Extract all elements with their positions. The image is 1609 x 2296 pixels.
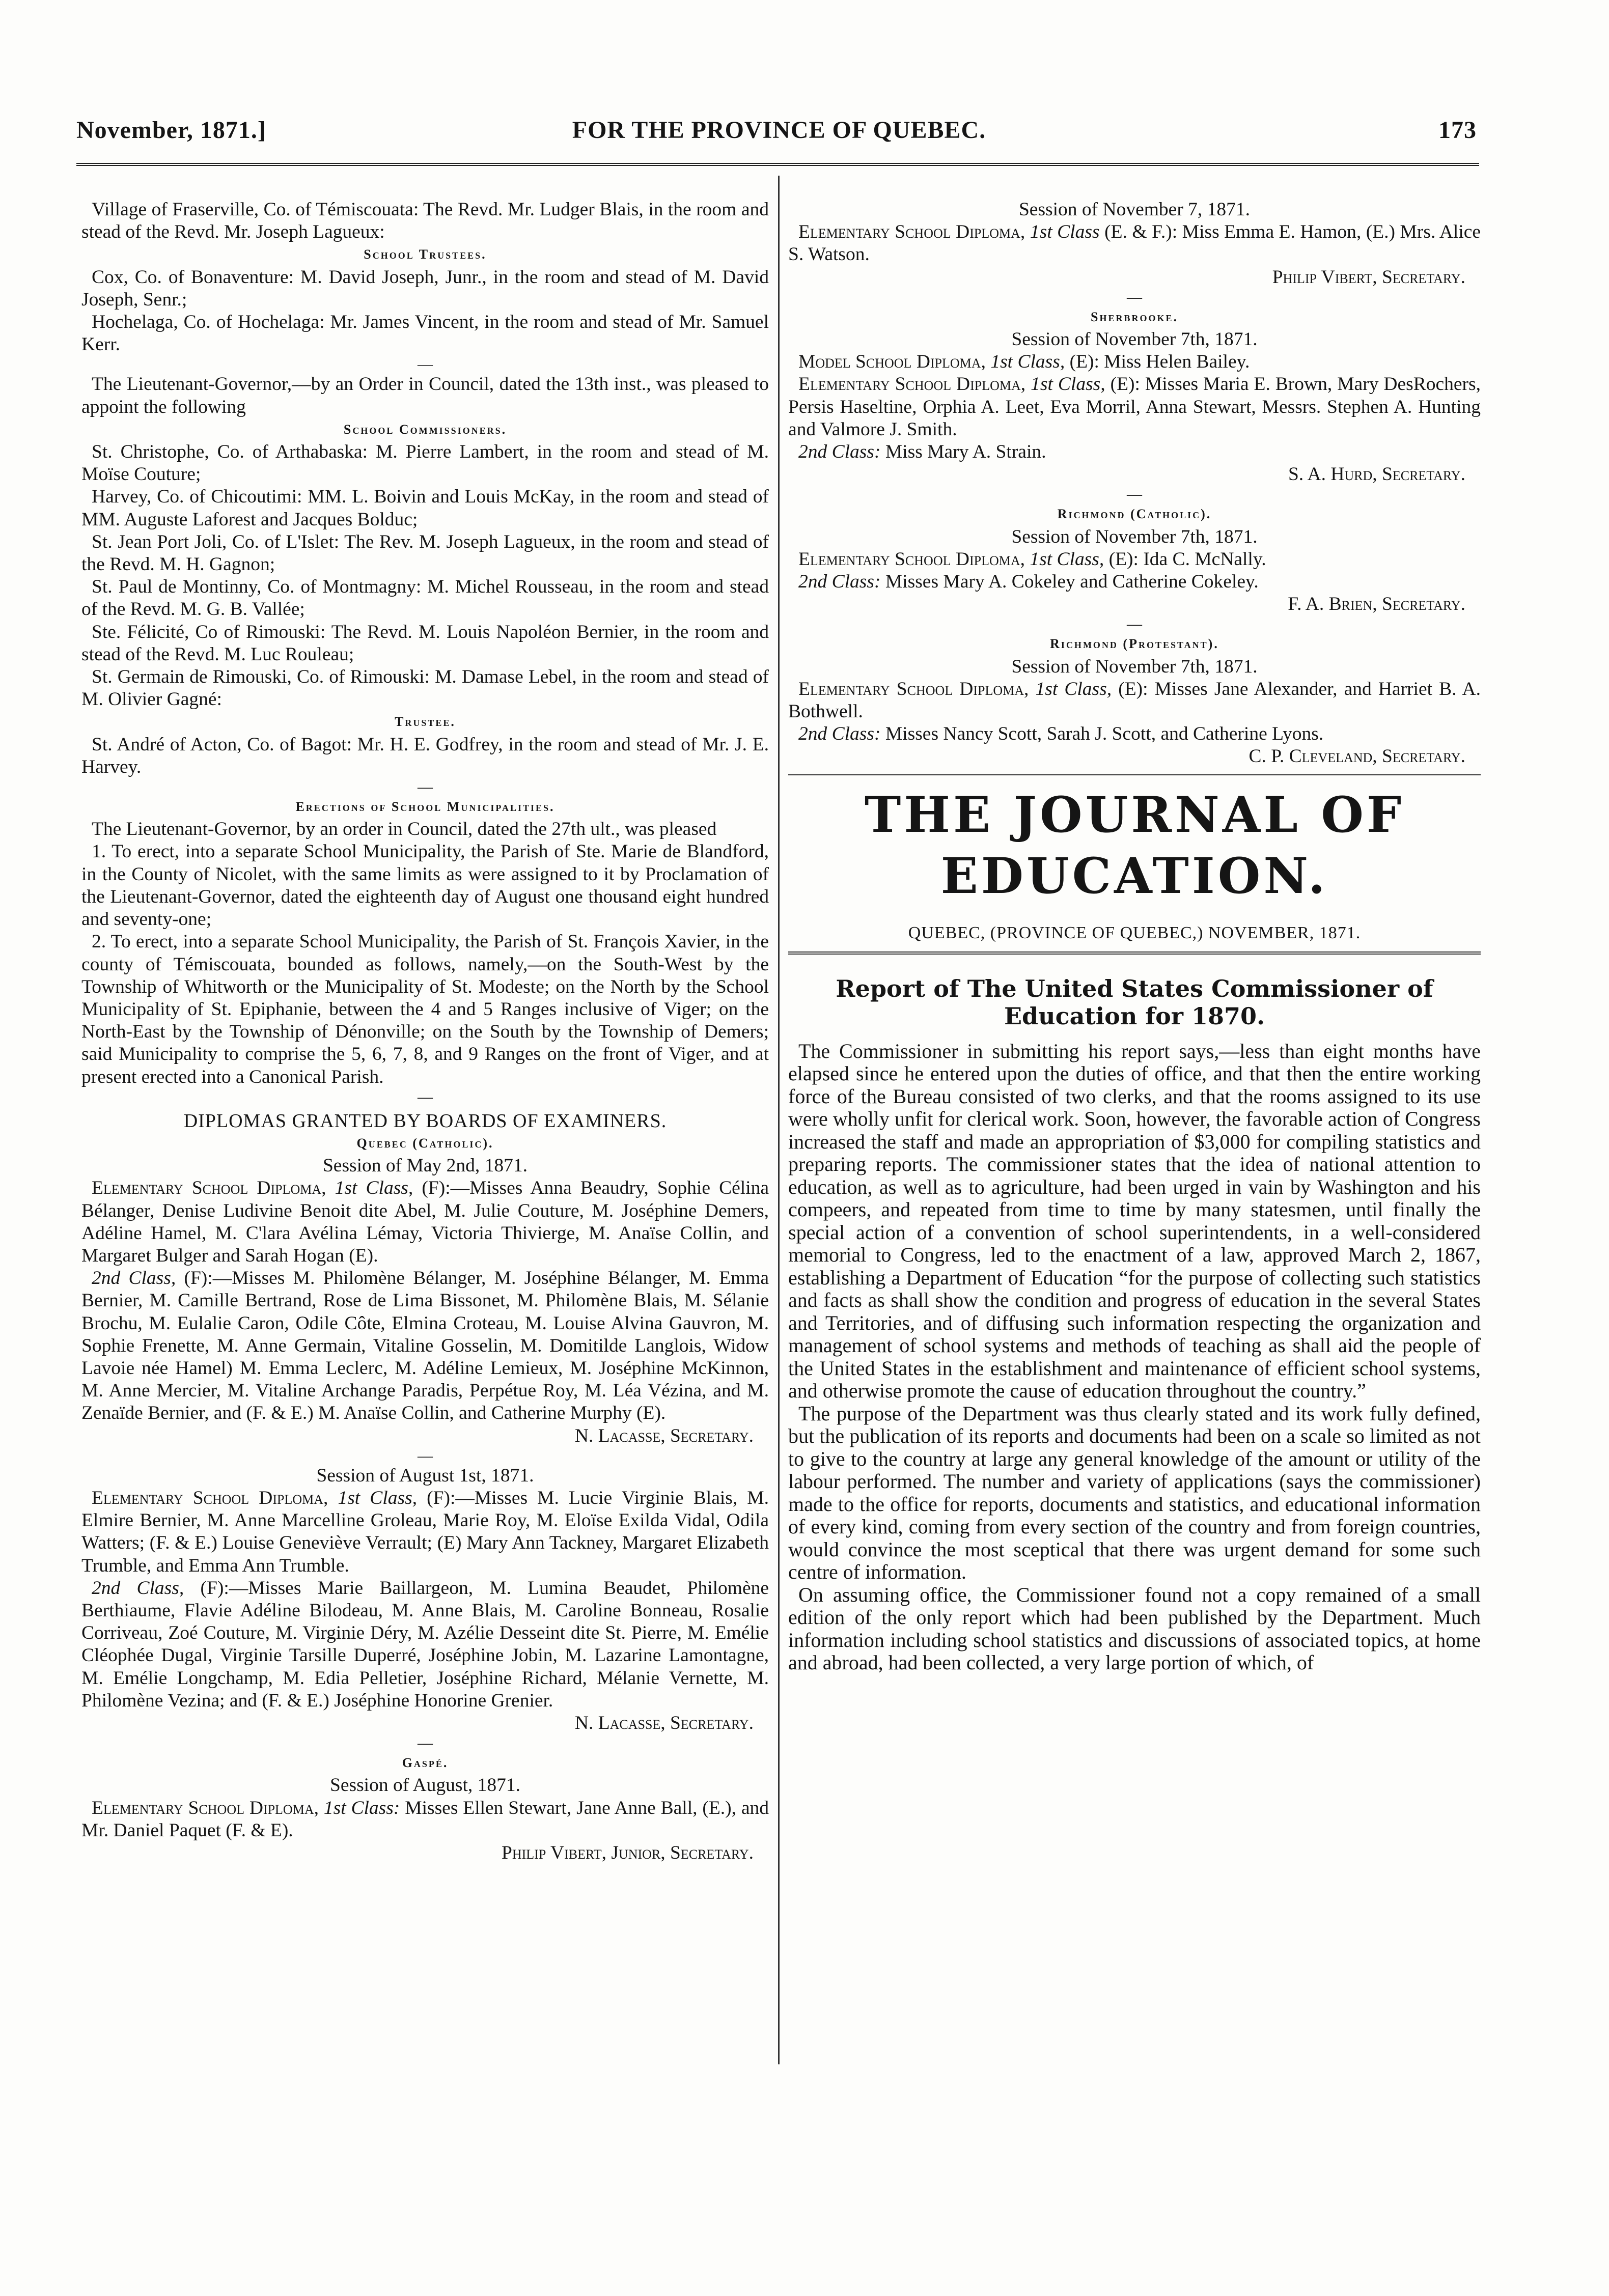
class-label: 2nd Class: <box>798 441 881 463</box>
session-heading: Session of November 7th, 1871. <box>1011 656 1258 677</box>
session-heading: Session of November 7, 1871. <box>1018 199 1251 220</box>
diploma-recipients: (F):—Misses Anna Beaudry, Sophie Célina Bélanger, Denise Ludivine Benoit dite Abel, M. Julie Couture, M. Joséphine Demers, Adéline Hamel, M. C'lara Avélina Lémay, Victoria Thivierge, M. Anaïse Collin, and Margaret Bulger and Sarah Hogan (E). <box>81 1178 769 1266</box>
separator-dash: — <box>418 1447 433 1464</box>
article-title: Report of The United States Commissioner of Education for 1870. <box>836 974 1433 1030</box>
class-label: 1st Class, <box>990 351 1065 373</box>
section-heading: School Trustees. <box>364 247 487 262</box>
article-paragraph: On assuming office, the Commissioner found not a copy remained of a small edition of the only report which had been published by the Department. Much information including school statistics and discussions of associated topics, at home and abroad, had been collected, a very large portion of which, of <box>788 1583 1481 1674</box>
class-label: 2nd Class, <box>92 1577 184 1599</box>
diploma-label: Elementary School Diploma, <box>92 1487 328 1508</box>
paragraph: Cox, Co. of Bonaventure: M. David Joseph, Junr., in the room and stead of M. David Joseph, Senr.; <box>81 266 769 310</box>
class-label: 1st Class, <box>1031 374 1105 395</box>
diploma-recipients: Misses Mary A. Cokeley and Catherine Cokeley. <box>885 571 1259 593</box>
diploma-label: Elementary School Diploma, <box>798 221 1025 243</box>
board-heading: Sherbrooke. <box>1091 309 1178 324</box>
column-divider <box>778 176 780 2064</box>
journal-title: THE JOURNAL OF EDUCATION. <box>864 786 1405 905</box>
diploma-recipients: (E): Miss Helen Bailey. <box>1069 351 1250 373</box>
secretary-signature: N. Lacasse, Secretary. <box>574 1425 754 1446</box>
diploma-recipients: (E. & F.): Miss Emma E. Hamon, (E.) Mrs. Alice S. Watson. <box>788 221 1481 265</box>
separator-dash: — <box>418 1734 433 1752</box>
section-rule <box>788 774 1481 775</box>
secretary-signature: C. P. Cleveland, Secretary. <box>1249 746 1465 767</box>
class-label: 1st Class, <box>338 1487 418 1508</box>
diploma-recipients: (E): Misses Jane Alexander, and Harriet B. A. Bothwell. <box>788 678 1481 722</box>
diploma-entry <box>788 723 1481 745</box>
diploma-entry <box>788 373 1481 441</box>
diploma-entry <box>81 1487 769 1577</box>
separator-dash: — <box>1127 486 1142 503</box>
separator-dash: — <box>1127 615 1142 633</box>
session-heading: Session of November 7th, 1871. <box>1011 329 1258 350</box>
header-rule <box>76 163 1479 166</box>
diploma-label: Elementary School Diploma, <box>798 678 1029 699</box>
session-heading: Session of August 1st, 1871. <box>316 1465 534 1486</box>
left-column <box>81 199 769 1864</box>
session-heading: Session of November 7th, 1871. <box>1011 526 1258 547</box>
diploma-entry <box>81 1577 769 1712</box>
paragraph: Village of Fraserville, Co. of Témiscouata: The Revd. Mr. Ludger Blais, in the room and stead of the Revd. Mr. Joseph Lagueux: <box>81 199 769 243</box>
header-title: FOR THE PROVINCE OF QUEBEC. <box>572 117 986 144</box>
diploma-recipients: Misses Ellen Stewart, Jane Anne Ball, (E.), and Mr. Daniel Paquet (F. & E). <box>81 1797 769 1841</box>
diploma-recipients: Misses Nancy Scott, Sarah J. Scott, and Catherine Lyons. <box>885 723 1324 745</box>
diploma-entry <box>788 678 1481 723</box>
separator-dash: — <box>418 778 433 796</box>
diploma-entry <box>81 1267 769 1424</box>
diploma-entry <box>788 351 1481 373</box>
diploma-entry <box>788 221 1481 266</box>
article-body <box>788 1040 1481 1674</box>
board-heading: Gaspé. <box>402 1755 449 1771</box>
journal-dateline: QUEBEC, (PROVINCE OF QUEBEC,) NOVEMBER, 1871. <box>908 923 1361 942</box>
board-heading: Richmond (Protestant). <box>1050 636 1219 652</box>
secretary-signature: S. A. Hurd, Secretary. <box>1288 464 1465 485</box>
diploma-entry <box>788 571 1481 593</box>
diploma-label: Model School Diploma, <box>798 351 986 373</box>
session-heading: Session of August, 1871. <box>330 1775 520 1796</box>
class-label: 2nd Class: <box>798 571 881 593</box>
paragraph: Hochelaga, Co. of Hochelaga: Mr. James Vincent, in the room and stead of Mr. Samuel Kerr. <box>81 312 769 355</box>
secretary-signature: N. Lacasse, Secretary. <box>574 1713 754 1733</box>
paragraph: St. André of Acton, Co. of Bagot: Mr. H. E. Godfrey, in the room and stead of Mr. J. E. Harvey. <box>81 734 769 777</box>
secretary-signature: F. A. Brien, Secretary. <box>1288 594 1465 615</box>
diploma-entry <box>81 1177 769 1267</box>
right-column <box>788 199 1481 1674</box>
class-label: 1st Class, <box>335 1178 413 1199</box>
page-number: 173 <box>1438 117 1477 144</box>
header-date: November, 1871.] <box>76 117 266 144</box>
paragraph: St. Germain de Rimouski, Co. of Rimouski: M. Damase Lebel, in the room and stead of M. Olivier Gagné: <box>81 666 769 710</box>
separator-dash: — <box>1127 288 1142 305</box>
section-heading: School Commissioners. <box>343 422 507 437</box>
class-label: 1st Class <box>1030 221 1100 243</box>
diploma-label: Elementary School Diploma, <box>798 548 1025 570</box>
board-heading: Richmond (Catholic). <box>1057 507 1212 522</box>
class-label: 1st Class: <box>323 1797 400 1818</box>
diploma-recipients: (F):—Misses M. Philomène Bélanger, M. Joséphine Bélanger, M. Emma Bernier, M. Camille Bertrand, Rose de Lima Bissonet, M. Philomène Blais, M. Sélanie Brochu, M. Eulalie Caron, Odile Côte, Elmina Croteau, M. Louise Alvina Gauvron, M. Sophie Frenette, M. Anne Germain, Vitaline Gosselin, M. Domitilde Langlois, Widow Lavoie née Hamel) M. Emma Leclerc, M. Adéline Lemieux, M. Joséphine McKinnon, M. Anne Mercier, M. Vitaline Archange Paradis, Perpétue Roy, M. Léa Vézina, and M. Zenaïde Bernier, and (F. & E.) M. Anaïse Collin, and Catherine Murphy (E). <box>81 1268 769 1424</box>
diploma-recipients: (F):—Misses Marie Baillargeon, M. Lumina Beaudet, Philomène Berthiaume, Flavie Adéline Bilodeau, M. Anne Blais, M. Caroline Bonneau, Rosalie Corriveau, Zoé Couture, M. Virginie Déry, M. Azélie Desseint dite St. Pierre, M. Emélie Cléophée Dugal, Virginie Tarsille Duperré, Joséphine Jobin, M. Lazarine Lamontagne, M. Emélie Longchamp, M. Edia Pelletier, Joséphine Richard, Mélanie Vernette, M. Philomène Vezina; and (F. & E.) Joséphine Honorine Grenier. <box>81 1577 769 1711</box>
paragraph: St. Jean Port Joli, Co. of L'Islet: The Rev. M. Joseph Lagueux, in the room and stead of the Revd. M. H. Gagnon; <box>81 531 769 575</box>
article-paragraph: The Commissioner in submitting his report says,—less than eight months have elapsed since he entered upon the duties of office, and that then the entire working force of the Bureau consisted of two clerks, and that the rooms assigned to its use were wholly unfit for clerical work. Soon, however, the favorable action of Congress increased the staff and made an appropriation of $3,000 for compiling statistics and preparing reports. The commissioner states that the idea of national attention to education, as well as to agriculture, had been urged in vain by Washington and his compeers, and repeated from time to time by many statesmen, until finally the special action of a convention of school superintendents, in a well-considered memorial to Congress, led to the enactment of a law, approved March 2, 1867, establishing a Department of Education “for the purpose of collecting such statistics and facts as shall show the condition and progress of education in the several States and Territories, and of diffusing such information respecting the organization and management of school systems and methods of teaching as shall aid the people of the United States in the establishment and maintenance of efficient school systems, and otherwise promote the cause of education throughout the country.” <box>788 1039 1481 1403</box>
class-label: 1st Class, <box>1035 678 1112 699</box>
diploma-entry <box>788 548 1481 571</box>
article-paragraph: The purpose of the Department was thus clearly stated and its work fully defined, but the publication of its reports and documents had been on a scale so limited as not to give to the country at large any general knowledge of the amount or utility of the labour performed. The number and variety of applications (says the commissioner) made to the office for reports, documents and statistics, and educational information of every kind, coming from every section of the country and from foreign countries, would convince the most sceptical that there was urgent demand for some such centre of information. <box>788 1402 1481 1584</box>
paragraph: The Lieutenant-Governor, by an order in Council, dated the 27th ult., was pleased <box>92 819 717 840</box>
diploma-recipients: Miss Mary A. Strain. <box>885 441 1046 463</box>
diploma-entry <box>788 441 1481 463</box>
section-heading: Trustee. <box>395 714 456 730</box>
section-heading: Erections of School Municipalities. <box>295 799 555 815</box>
dateline-rule <box>788 951 1481 955</box>
paragraph: The Lieutenant-Governor,—by an Order in Council, dated the 13th inst., was pleased to appoint the following <box>81 374 769 417</box>
separator-dash: — <box>418 356 433 373</box>
running-header <box>76 116 1482 152</box>
class-label: 2nd Class, <box>92 1268 176 1289</box>
diploma-recipients: (F):—Misses M. Lucie Virginie Blais, M. Elmire Bernier, M. Anne Marcelline Groleau, Marie Roy, M. Eloïse Exilda Vidal, Odila Watters; (F. & E.) Louise Geneviève Verrault; (E) Mary Ann Tackney, Margaret Elizabeth Trumble, and Emma Ann Trumble. <box>81 1487 769 1576</box>
section-heading: DIPLOMAS GRANTED BY BOARDS OF EXAMINERS. <box>183 1110 667 1132</box>
session-heading: Session of May 2nd, 1871. <box>322 1155 528 1177</box>
paragraph: St. Paul de Montinny, Co. of Montmagny: M. Michel Rousseau, in the room and stead of the Revd. M. G. B. Vallée; <box>81 576 769 620</box>
board-heading: Quebec (Catholic). <box>356 1135 494 1151</box>
paragraph: Ste. Félicité, Co of Rimouski: The Revd. M. Louis Napoléon Bernier, in the room and stead of the Revd. M. Luc Rouleau; <box>81 621 769 665</box>
paragraph: Harvey, Co. of Chicoutimi: MM. L. Boivin and Louis McKay, in the room and stead of MM. Auguste Laforest and Jacques Bolduc; <box>81 486 769 530</box>
secretary-signature: Philip Vibert, Secretary. <box>1272 266 1465 288</box>
diploma-recipients: (E): Ida C. McNally. <box>1108 548 1266 570</box>
diploma-label: Elementary School Diploma, <box>798 374 1026 395</box>
diploma-label: Elementary School Diploma, <box>92 1797 319 1818</box>
class-label: 1st Class, <box>1030 548 1104 570</box>
class-label: 2nd Class: <box>798 723 881 745</box>
secretary-signature: Philip Vibert, Junior, Secretary. <box>502 1842 754 1864</box>
diploma-label: Elementary School Diploma, <box>92 1178 326 1199</box>
diploma-entry <box>81 1797 769 1842</box>
diploma-recipients: (E): Misses Maria E. Brown, Mary DesRochers, Persis Haseltine, Orphia A. Leet, Eva Morril, Anna Stewart, Messrs. Stephen A. Hunting and Valmore J. Smith. <box>788 374 1481 440</box>
paragraph: 2. To erect, into a separate School Municipality, the Parish of St. François Xavier, in the county of Témiscouata, bounded as follows, namely,—on the South-West by the Township of Whitworth or the Municipality of St. Modeste; on the North by the School Municipality of St. Epiphanie, between the 4 and 5 Ranges inclusive of Viger; on the North-East by the Township of Dénonville; on the South by the Township of Demers; said Municipality to comprise the 5, 6, 7, 8, and 9 Ranges on the front of Viger, and at present erected into a Canonical Parish. <box>81 931 769 1087</box>
separator-dash: — <box>418 1088 433 1105</box>
paragraph: 1. To erect, into a separate School Municipality, the Parish of Ste. Marie de Blandford, in the County of Nicolet, with the same limits as were assigned to it by Proclamation of the Lieutenant-Governor, dated the eighteenth day of August one thousand eight hundred and seventy-one; <box>81 841 769 930</box>
paragraph: St. Christophe, Co. of Arthabaska: M. Pierre Lambert, in the room and stead of M. Moïse Couture; <box>81 441 769 485</box>
